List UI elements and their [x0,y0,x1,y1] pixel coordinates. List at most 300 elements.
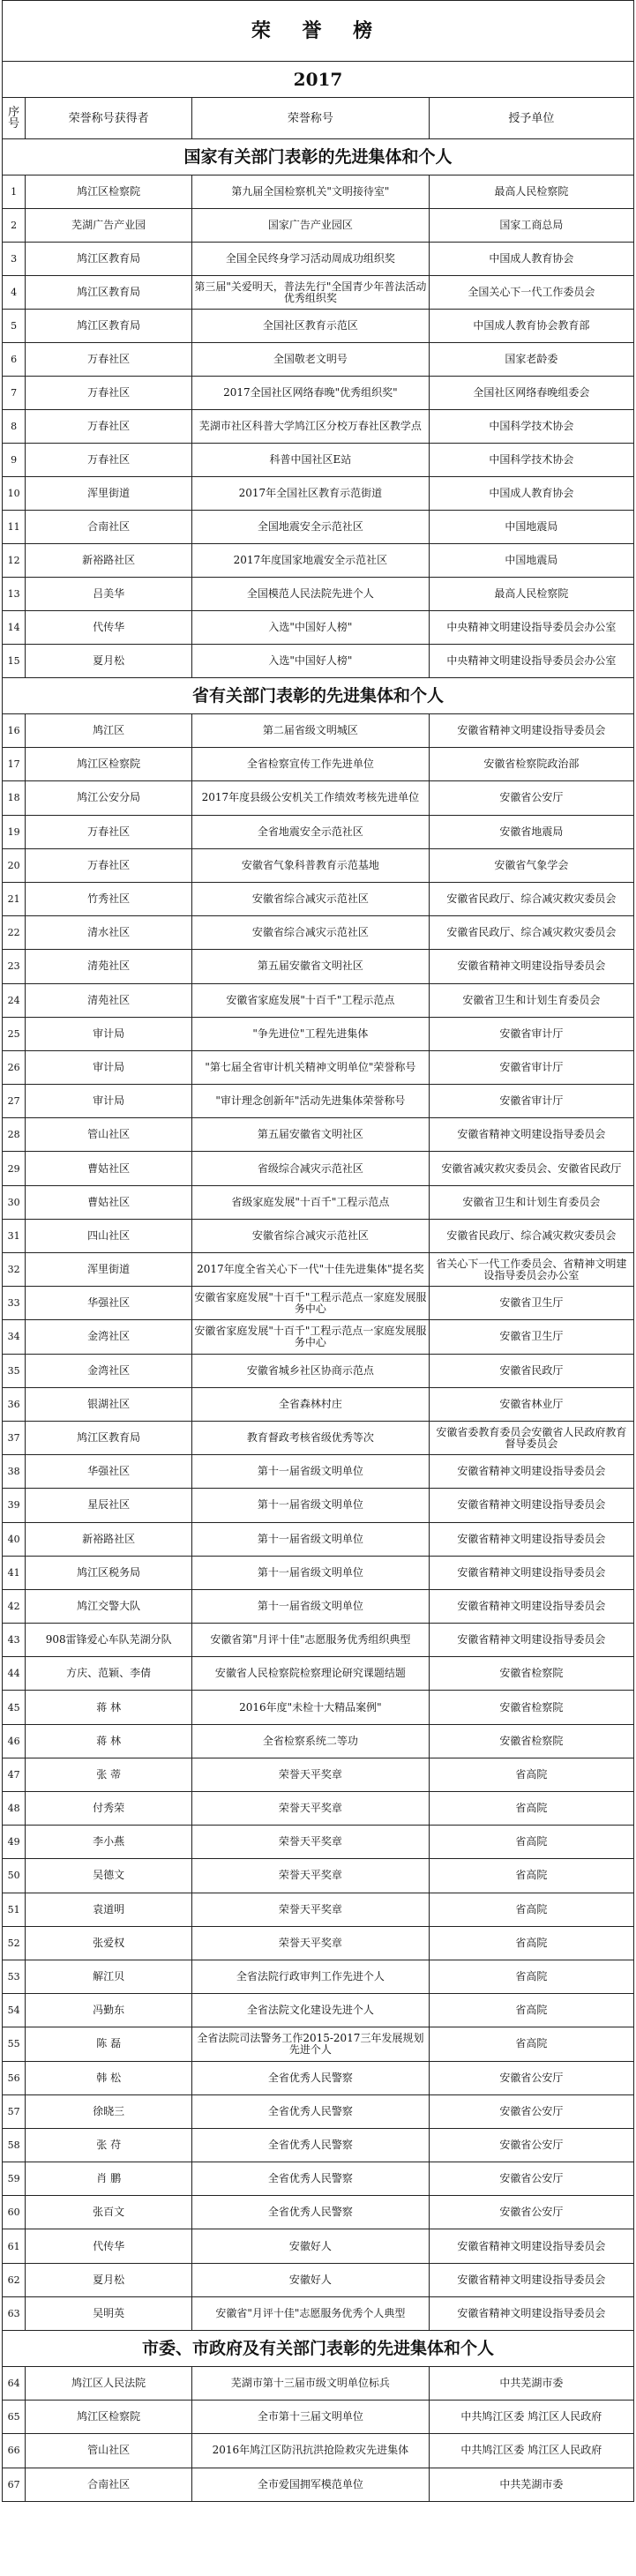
cell-honor: 全省森林村庄 [192,1387,430,1421]
cell-no: 60 [3,2196,26,2229]
cell-recipient: 万春社区 [26,815,192,848]
cell-honor: 全省优秀人民警察 [192,2128,430,2162]
cell-no: 50 [3,1859,26,1893]
cell-unit: 中共鸠江区委 鸠江区人民政府 [429,2434,633,2468]
cell-unit: 省高院 [429,1960,633,1993]
table-row [3,343,634,377]
cell-unit: 省高院 [429,1994,633,2027]
table-row [3,1387,634,1421]
cell-unit: 安徽省精神文明建设指导委员会 [429,2229,633,2263]
cell-no: 11 [3,511,26,544]
table-header-row [3,98,634,139]
cell-unit: 中国地震局 [429,511,633,544]
cell-unit: 中国成人教育协会 [429,243,633,276]
cell-unit: 安徽省公安厅 [429,2196,633,2229]
cell-unit: 安徽省减灾救灾委员会、安徽省民政厅 [429,1152,633,1185]
cell-no: 28 [3,1118,26,1152]
table-row [3,2061,634,2094]
cell-recipient: 金湾社区 [26,1354,192,1387]
cell-unit: 安徽省检察院 [429,1657,633,1691]
table-row [3,1657,634,1691]
table-row [3,1287,634,1320]
cell-honor: 安徽好人 [192,2229,430,2263]
cell-unit: 安徽省民政厅、综合减灾救灾委员会 [429,882,633,915]
cell-unit: 最高人民检察院 [429,578,633,611]
table-row [3,1185,634,1219]
cell-no: 9 [3,444,26,477]
cell-no: 8 [3,410,26,444]
cell-no: 44 [3,1657,26,1691]
table-row [3,781,634,815]
table-row [3,1758,634,1791]
cell-honor: 安徽省城乡社区协商示范点 [192,1354,430,1387]
table-row [3,175,634,209]
cell-honor: 全国敬老文明号 [192,343,430,377]
cell-no: 51 [3,1893,26,1926]
cell-no: 57 [3,2094,26,2128]
table-row [3,2263,634,2296]
section-row [3,678,634,714]
cell-honor: "第七届全省审计机关精神文明单位"荣誉称号 [192,1050,430,1084]
cell-honor: 安徽省综合减灾示范社区 [192,882,430,915]
cell-no: 54 [3,1994,26,2027]
cell-recipient: 夏月松 [26,645,192,678]
cell-honor: 2017年全国社区教育示范街道 [192,477,430,511]
cell-no: 3 [3,243,26,276]
cell-unit: 安徽省精神文明建设指导委员会 [429,1589,633,1623]
cell-no: 40 [3,1522,26,1556]
cell-honor: 安徽省人民检察院检察理论研究课题结题 [192,1657,430,1691]
cell-recipient: 曹姑社区 [26,1152,192,1185]
table-row [3,1219,634,1252]
table-row [3,243,634,276]
cell-recipient: 鸠江区教育局 [26,310,192,343]
cell-no: 63 [3,2296,26,2330]
table-row [3,310,634,343]
cell-honor: 芜湖市第十三届市级文明单位标兵 [192,2367,430,2401]
cell-unit: 国家老龄委 [429,343,633,377]
cell-recipient: 清苑社区 [26,950,192,983]
cell-no: 19 [3,815,26,848]
cell-recipient: 908雷锋爱心车队芜湖分队 [26,1624,192,1657]
cell-honor: 2017年度全省关心下一代"十佳先进集体"提名奖 [192,1253,430,1287]
cell-unit: 中国成人教育协会 [429,477,633,511]
cell-honor: 全省优秀人民警察 [192,2162,430,2196]
cell-unit: 安徽省检察院政治部 [429,748,633,781]
cell-recipient: 鸠江区教育局 [26,276,192,310]
cell-recipient: 张百文 [26,2196,192,2229]
cell-unit: 省高院 [429,1893,633,1926]
cell-recipient: 张 蒂 [26,1758,192,1791]
cell-unit: 安徽省气象学会 [429,848,633,882]
cell-unit: 安徽省公安厅 [429,2162,633,2196]
cell-no: 25 [3,1017,26,1050]
cell-recipient: 华强社区 [26,1287,192,1320]
table-row [3,1589,634,1623]
cell-no: 29 [3,1152,26,1185]
cell-no: 65 [3,2401,26,2434]
cell-no: 48 [3,1792,26,1826]
cell-honor: 安徽省家庭发展"十百千"工程示范点一家庭发展服务中心 [192,1287,430,1320]
cell-no: 62 [3,2263,26,2296]
cell-unit: 安徽省林业厅 [429,1387,633,1421]
cell-unit: 安徽省地震局 [429,815,633,848]
cell-honor: 荣誉天平奖章 [192,1893,430,1926]
cell-honor: 全国社区教育示范区 [192,310,430,343]
cell-recipient: 代传华 [26,2229,192,2263]
cell-no: 20 [3,848,26,882]
cell-unit: 全国社区网络春晚组委会 [429,377,633,410]
cell-unit: 安徽省卫生厅 [429,1320,633,1354]
cell-unit: 安徽省民政厅 [429,1354,633,1387]
cell-no: 30 [3,1185,26,1219]
cell-recipient: 鸠江公安分局 [26,781,192,815]
cell-no: 6 [3,343,26,377]
cell-honor: "争先进位"工程先进集体 [192,1017,430,1050]
cell-no: 38 [3,1455,26,1489]
cell-recipient: 银湖社区 [26,1387,192,1421]
cell-unit: 中国成人教育协会教育部 [429,310,633,343]
cell-recipient: 鸠江区人民法院 [26,2367,192,2401]
table-row [3,714,634,748]
cell-unit: 安徽省检察院 [429,1724,633,1758]
table-row [3,2434,634,2468]
cell-no: 47 [3,1758,26,1791]
cell-recipient: 鸠江区教育局 [26,243,192,276]
cell-recipient: 付秀荣 [26,1792,192,1826]
cell-unit: 安徽省精神文明建设指导委员会 [429,2263,633,2296]
cell-recipient: 鸠江区检察院 [26,175,192,209]
cell-no: 13 [3,578,26,611]
cell-unit: 中共鸠江区委 鸠江区人民政府 [429,2401,633,2434]
cell-unit: 安徽省公安厅 [429,2061,633,2094]
cell-honor: 全国模范人民法院先进个人 [192,578,430,611]
table-row [3,2128,634,2162]
cell-no: 15 [3,645,26,678]
cell-unit: 安徽省审计厅 [429,1017,633,1050]
year-heading: 2017 [3,62,634,98]
cell-honor: 荣誉天平奖章 [192,1926,430,1960]
cell-honor: 入选"中国好人榜" [192,645,430,678]
cell-honor: 全国全民终身学习活动周成功组织奖 [192,243,430,276]
cell-unit: 中国地震局 [429,544,633,578]
table-row [3,1926,634,1960]
cell-honor: 安徽省家庭发展"十百千"工程示范点 [192,983,430,1017]
cell-recipient: 方庆、范颖、李倩 [26,1657,192,1691]
cell-recipient: 审计局 [26,1017,192,1050]
cell-honor: 安徽省第"月评十佳"志愿服务优秀组织典型 [192,1624,430,1657]
cell-recipient: 竹秀社区 [26,882,192,915]
cell-unit: 中国科学技术协会 [429,444,633,477]
table-row [3,1792,634,1826]
cell-recipient: 合南社区 [26,2468,192,2501]
cell-recipient: 万春社区 [26,343,192,377]
table-row [3,611,634,645]
cell-honor: 2017全国社区网络春晚"优秀组织奖" [192,377,430,410]
cell-unit: 安徽省精神文明建设指导委员会 [429,950,633,983]
cell-unit: 安徽省公安厅 [429,781,633,815]
cell-recipient: 清水社区 [26,916,192,950]
cell-no: 22 [3,916,26,950]
table-row [3,511,634,544]
cell-no: 64 [3,2367,26,2401]
cell-honor: 第五届安徽省文明社区 [192,1118,430,1152]
table-row [3,748,634,781]
table-row [3,882,634,915]
table-row [3,1691,634,1724]
table-row [3,1556,634,1589]
table-row [3,2468,634,2501]
cell-honor: 2017年度国家地震安全示范社区 [192,544,430,578]
cell-unit: 中共芜湖市委 [429,2367,633,2401]
table-row [3,916,634,950]
cell-honor: 教育督政考核省级优秀等次 [192,1421,430,1454]
cell-unit: 省高院 [429,1926,633,1960]
cell-recipient: 万春社区 [26,444,192,477]
cell-no: 14 [3,611,26,645]
cell-no: 31 [3,1219,26,1252]
cell-honor: 第十一届省级文明单位 [192,1455,430,1489]
table-row [3,578,634,611]
cell-no: 1 [3,175,26,209]
table-row [3,950,634,983]
table-row [3,1320,634,1354]
header-recipient: 荣誉称号获得者 [26,98,192,139]
cell-no: 32 [3,1253,26,1287]
table-row [3,1826,634,1859]
cell-unit: 安徽省精神文明建设指导委员会 [429,1624,633,1657]
cell-unit: 安徽省委教育委员会安徽省人民政府教育督导委员会 [429,1421,633,1454]
cell-unit: 安徽省精神文明建设指导委员会 [429,1489,633,1522]
cell-honor: 第二届省级文明城区 [192,714,430,748]
cell-recipient: 审计局 [26,1050,192,1084]
cell-honor: 第五届安徽省文明社区 [192,950,430,983]
cell-recipient: 蒋 林 [26,1724,192,1758]
table-row [3,1522,634,1556]
cell-unit: 安徽省精神文明建设指导委员会 [429,2296,633,2330]
cell-no: 10 [3,477,26,511]
table-row [3,1085,634,1118]
section-row [3,2331,634,2367]
cell-no: 4 [3,276,26,310]
cell-honor: 科普中国社区E站 [192,444,430,477]
cell-unit: 中国科学技术协会 [429,410,633,444]
cell-recipient: 金湾社区 [26,1320,192,1354]
cell-honor: 省级家庭发展"十百千"工程示范点 [192,1185,430,1219]
cell-recipient: 四山社区 [26,1219,192,1252]
cell-honor: 安徽省综合减灾示范社区 [192,1219,430,1252]
cell-unit: 安徽省检察院 [429,1691,633,1724]
cell-recipient: 夏月松 [26,2263,192,2296]
cell-unit: 安徽省精神文明建设指导委员会 [429,1118,633,1152]
cell-unit: 中央精神文明建设指导委员会办公室 [429,645,633,678]
cell-no: 67 [3,2468,26,2501]
cell-no: 26 [3,1050,26,1084]
cell-no: 34 [3,1320,26,1354]
cell-honor: 2017年度县级公安机关工作绩效考核先进单位 [192,781,430,815]
cell-no: 23 [3,950,26,983]
cell-no: 2 [3,209,26,243]
cell-honor: 第十一届省级文明单位 [192,1556,430,1589]
cell-no: 55 [3,2027,26,2061]
cell-unit: 省高院 [429,1859,633,1893]
cell-recipient: 鸠江区 [26,714,192,748]
cell-honor: 全市第十三届文明单位 [192,2401,430,2434]
cell-no: 53 [3,1960,26,1993]
table-row [3,1893,634,1926]
table-row [3,2196,634,2229]
cell-unit: 安徽省民政厅、综合减灾救灾委员会 [429,1219,633,1252]
cell-unit: 最高人民检察院 [429,175,633,209]
cell-no: 35 [3,1354,26,1387]
table-row [3,2401,634,2434]
cell-unit: 省高院 [429,1758,633,1791]
table-row [3,1421,634,1454]
cell-no: 45 [3,1691,26,1724]
table-row [3,2296,634,2330]
table-row [3,1994,634,2027]
cell-recipient: 万春社区 [26,848,192,882]
cell-recipient: 蒋 林 [26,1691,192,1724]
cell-no: 37 [3,1421,26,1454]
table-row [3,645,634,678]
cell-honor: 2016年鸠江区防汛抗洪抢险救灾先进集体 [192,2434,430,2468]
cell-unit: 中共芜湖市委 [429,2468,633,2501]
cell-unit: 中央精神文明建设指导委员会办公室 [429,611,633,645]
cell-unit: 安徽省精神文明建设指导委员会 [429,714,633,748]
cell-recipient: 张 苻 [26,2128,192,2162]
cell-honor: 全省优秀人民警察 [192,2061,430,2094]
table-row [3,1859,634,1893]
cell-unit: 省关心下一代工作委员会、省精神文明建设指导委员会办公室 [429,1253,633,1287]
cell-recipient: 新裕路社区 [26,544,192,578]
cell-honor: 第十一届省级文明单位 [192,1589,430,1623]
cell-recipient: 张爱权 [26,1926,192,1960]
cell-no: 61 [3,2229,26,2263]
cell-recipient: 鸠江区教育局 [26,1421,192,1454]
table-row [3,1354,634,1387]
section-row [3,139,634,175]
table-row [3,1118,634,1152]
cell-honor: 荣誉天平奖章 [192,1826,430,1859]
cell-unit: 安徽省卫生和计划生育委员会 [429,983,633,1017]
cell-honor: 全省法院行政审判工作先进个人 [192,1960,430,1993]
table-row [3,815,634,848]
cell-honor: 第九届全国检察机关"文明接待室" [192,175,430,209]
cell-no: 39 [3,1489,26,1522]
cell-no: 17 [3,748,26,781]
cell-no: 12 [3,544,26,578]
cell-no: 16 [3,714,26,748]
table-row [3,1455,634,1489]
cell-unit: 安徽省卫生厅 [429,1287,633,1320]
cell-recipient: 管山社区 [26,1118,192,1152]
cell-honor: 全省地震安全示范社区 [192,815,430,848]
cell-honor: 全国地震安全示范社区 [192,511,430,544]
cell-recipient: 鸠江区检察院 [26,748,192,781]
cell-no: 33 [3,1287,26,1320]
cell-unit: 全国关心下一代工作委员会 [429,276,633,310]
cell-recipient: 审计局 [26,1085,192,1118]
cell-unit: 安徽省卫生和计划生育委员会 [429,1185,633,1219]
table-row [3,2027,634,2061]
cell-no: 42 [3,1589,26,1623]
cell-recipient: 新裕路社区 [26,1522,192,1556]
table-row [3,209,634,243]
table-row [3,276,634,310]
cell-no: 5 [3,310,26,343]
cell-recipient: 李小燕 [26,1826,192,1859]
cell-recipient: 芜湖广告产业园 [26,209,192,243]
table-row [3,477,634,511]
cell-recipient: 吕美华 [26,578,192,611]
cell-no: 21 [3,882,26,915]
table-row [3,848,634,882]
cell-recipient: 曹姑社区 [26,1185,192,1219]
cell-no: 24 [3,983,26,1017]
cell-unit: 安徽省审计厅 [429,1050,633,1084]
cell-honor: 荣誉天平奖章 [192,1859,430,1893]
cell-honor: 安徽省家庭发展"十百千"工程示范点一家庭发展服务中心 [192,1320,430,1354]
cell-recipient: 清苑社区 [26,983,192,1017]
cell-honor: 安徽省气象科普教育示范基地 [192,848,430,882]
page-title: 荣 誉 榜 [3,1,634,62]
header-unit: 授予单位 [429,98,633,139]
cell-unit: 安徽省公安厅 [429,2128,633,2162]
table-row [3,444,634,477]
cell-unit: 省高院 [429,1826,633,1859]
cell-no: 49 [3,1826,26,1859]
cell-honor: 安徽省"月评十佳"志愿服务优秀个人典型 [192,2296,430,2330]
cell-no: 41 [3,1556,26,1589]
cell-unit: 国家工商总局 [429,209,633,243]
table-row [3,2367,634,2401]
section-title: 国家有关部门表彰的先进集体和个人 [3,139,634,175]
table-row [3,410,634,444]
table-row [3,1724,634,1758]
cell-recipient: 万春社区 [26,377,192,410]
cell-no: 58 [3,2128,26,2162]
cell-no: 18 [3,781,26,815]
table-row [3,1489,634,1522]
cell-no: 52 [3,1926,26,1960]
cell-no: 59 [3,2162,26,2196]
cell-honor: 荣誉天平奖章 [192,1792,430,1826]
header-honor: 荣誉称号 [192,98,430,139]
cell-unit: 安徽省精神文明建设指导委员会 [429,1522,633,1556]
table-row [3,983,634,1017]
cell-recipient: 吴德文 [26,1859,192,1893]
cell-honor: 入选"中国好人榜" [192,611,430,645]
cell-honor: 国家广告产业园区 [192,209,430,243]
cell-honor: 全省法院司法警务工作2015-2017三年发展规划先进个人 [192,2027,430,2061]
header-no: 序号 [3,98,26,139]
cell-recipient: 万春社区 [26,410,192,444]
cell-honor: "审计理念创新年"活动先进集体荣誉称号 [192,1085,430,1118]
cell-recipient: 鸠江交警大队 [26,1589,192,1623]
cell-unit: 省高院 [429,1792,633,1826]
cell-recipient: 肖 鹏 [26,2162,192,2196]
cell-no: 27 [3,1085,26,1118]
cell-honor: 第十一届省级文明单位 [192,1489,430,1522]
table-row [3,2094,634,2128]
cell-no: 66 [3,2434,26,2468]
cell-honor: 荣誉天平奖章 [192,1758,430,1791]
table-row [3,1624,634,1657]
cell-no: 43 [3,1624,26,1657]
cell-recipient: 吴明英 [26,2296,192,2330]
cell-no: 56 [3,2061,26,2094]
